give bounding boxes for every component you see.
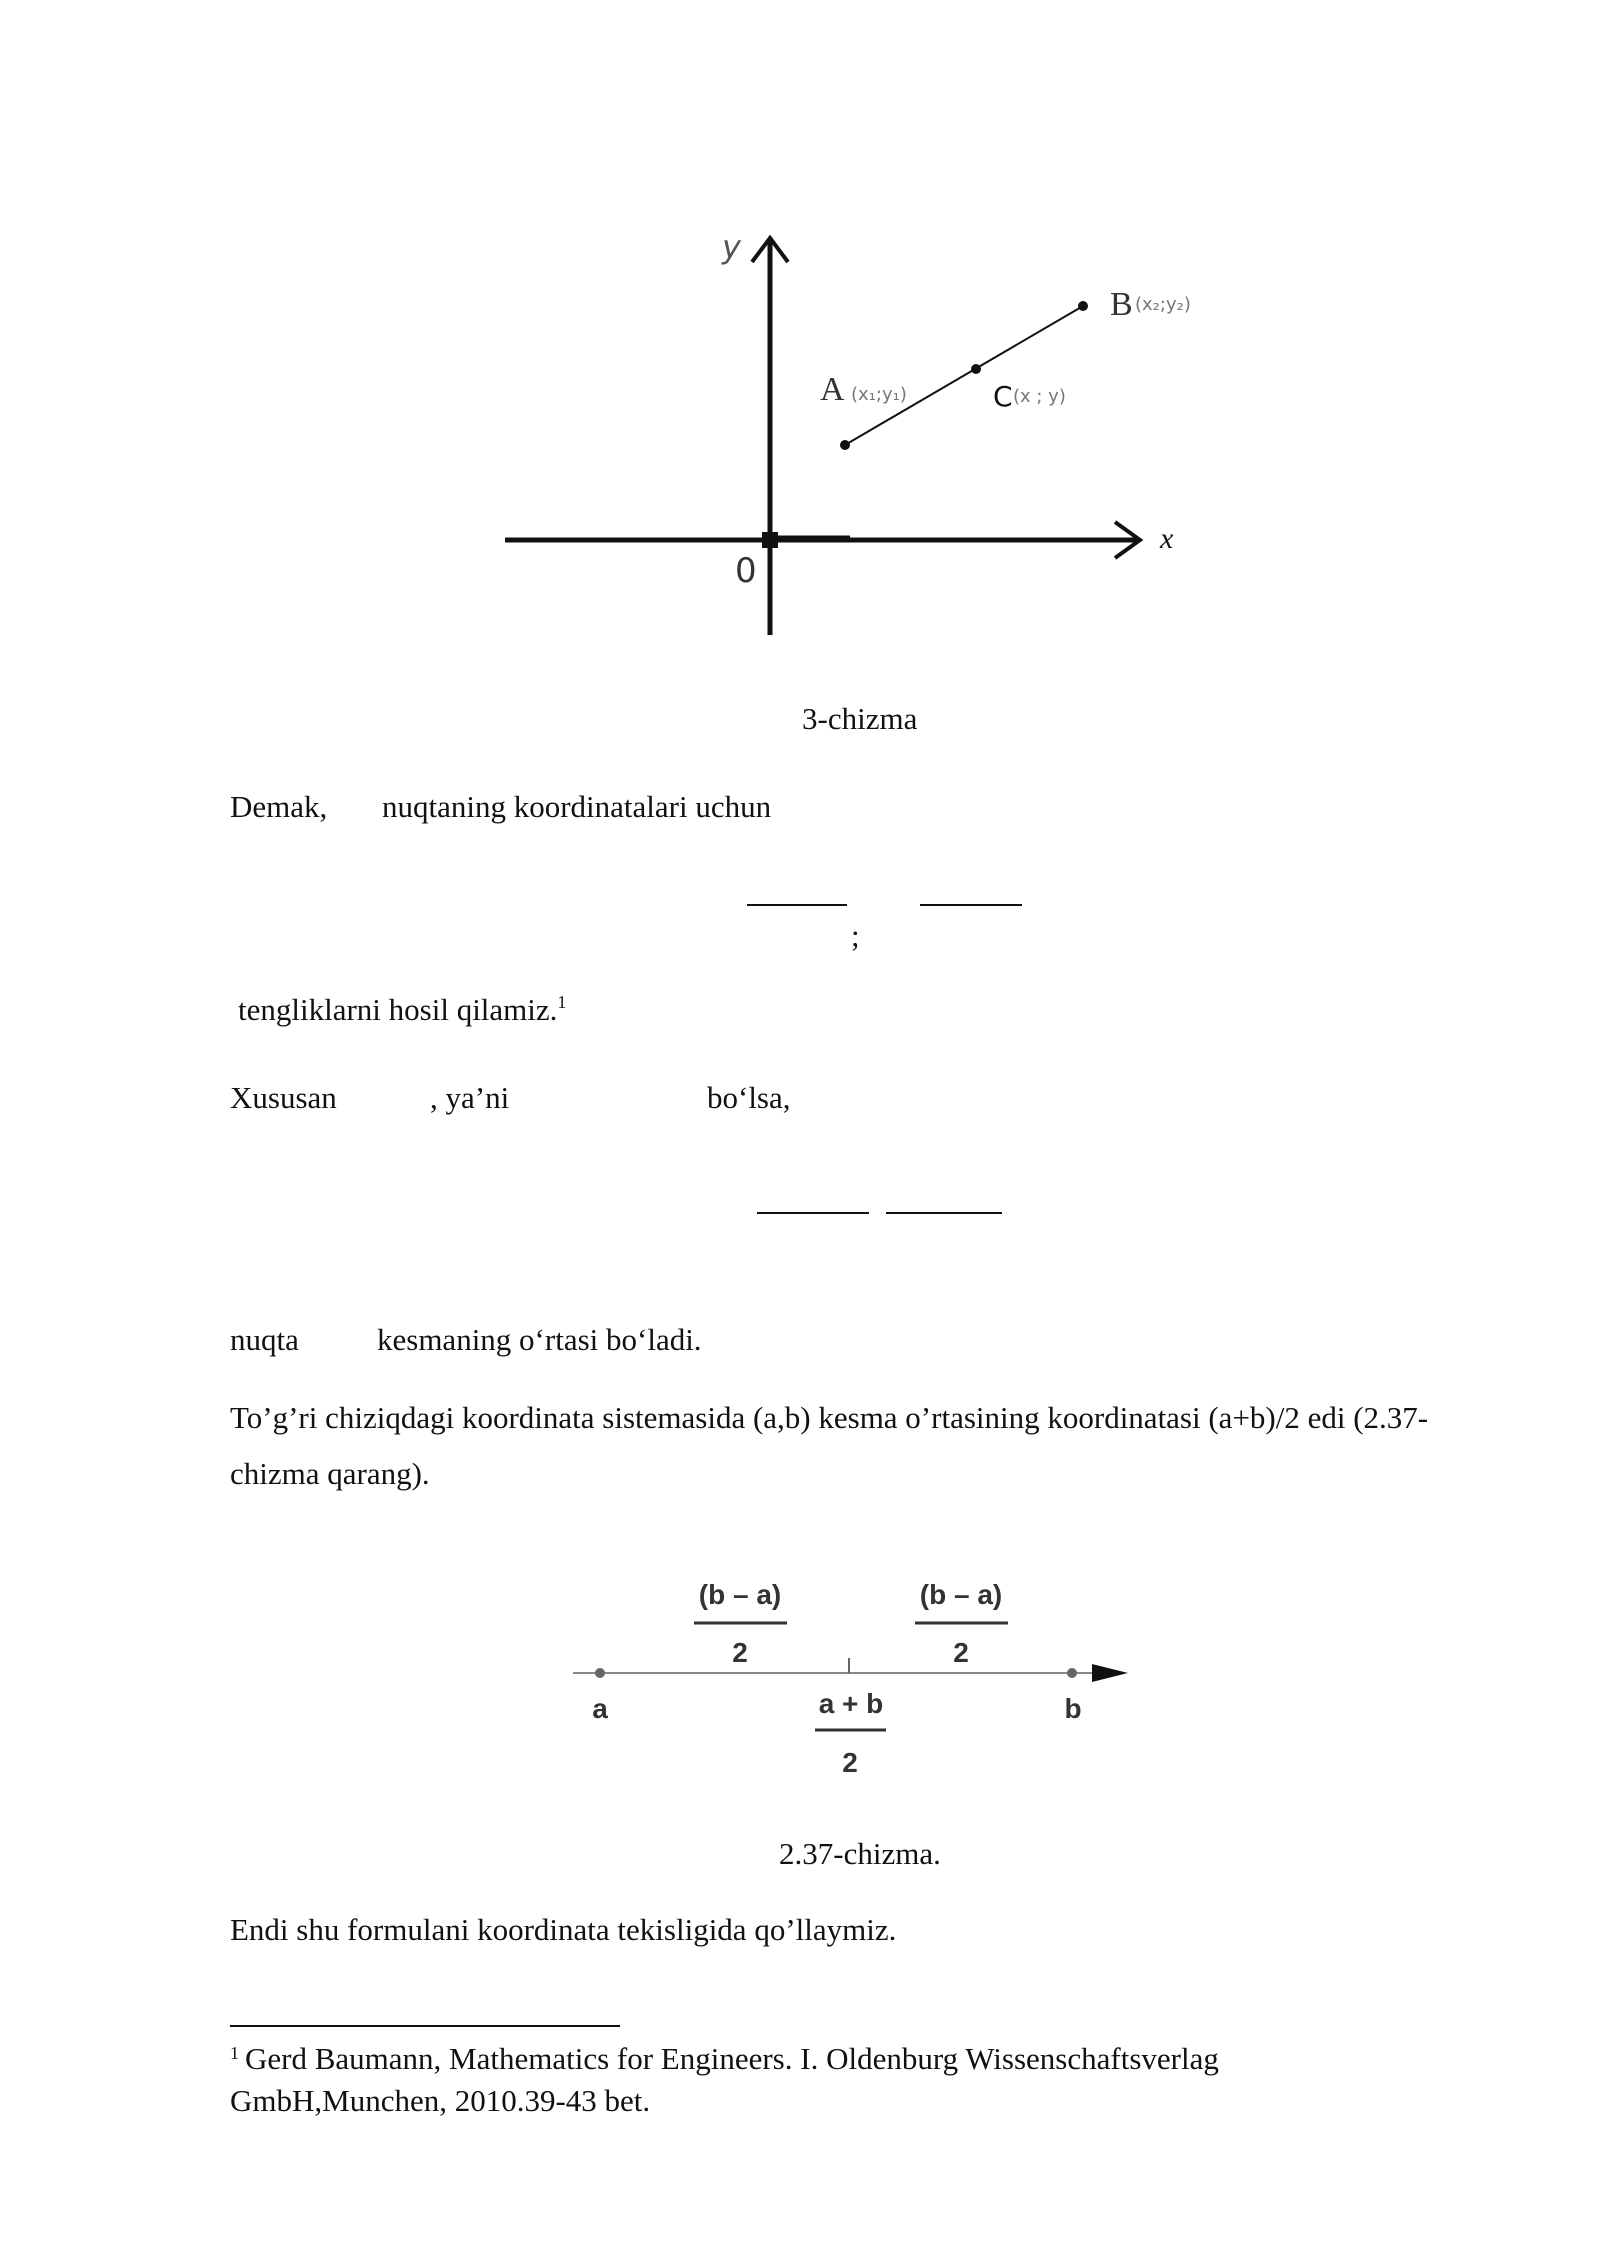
left-denominator: 2: [732, 1637, 748, 1668]
footnote-line-1: [230, 2043, 1219, 2074]
point-c-coords: (x ; y): [1013, 386, 1066, 407]
point-a-label: A: [820, 371, 845, 408]
footnote-text-1: Gerd Baumann, Mathematics for Engineers. I. Oldenburg Wissenschaftsverlag: [245, 2041, 1219, 2076]
number-line-arrow: [1092, 1664, 1128, 1682]
footnote-reference: 1: [557, 992, 567, 1012]
right-denominator: 2: [953, 1637, 969, 1668]
text-xususan: Xususan: [230, 1080, 337, 1115]
y-axis-label: y: [722, 228, 741, 266]
formula-semicolon: ;: [851, 918, 860, 953]
mid-denominator: 2: [842, 1747, 858, 1778]
figure2-caption: 2.37-chizma.: [779, 1836, 941, 1871]
label-a: a: [592, 1693, 608, 1724]
point-b-coords: (x₂;y₂): [1135, 294, 1191, 315]
text-kesma: kesmaning o‘rtasi bo‘ladi.: [377, 1322, 702, 1357]
origin-label: 0: [735, 551, 757, 591]
point-a-marker: [595, 1668, 605, 1678]
point-b-label: B: [1110, 286, 1133, 323]
footnote-mark: 1: [230, 2043, 239, 2063]
text-nuqta: nuqta: [230, 1322, 299, 1357]
mid-numerator: a + b: [818, 1688, 884, 1719]
point-a-coords: (x₁;y₁): [851, 384, 907, 405]
label-b: b: [1064, 1693, 1082, 1724]
text-bolsa: bo‘lsa,: [707, 1080, 791, 1115]
footnote-separator: [230, 2025, 620, 2027]
tengliklar-text: tengliklarni hosil qilamiz.: [238, 992, 558, 1027]
paragraph-line-1: To’g’ri chiziqdagi koordinata sistemasida (a,b) kesma o’rtasining koordinatasi (a+b)/2 edi (2.37-: [230, 1400, 1429, 1435]
left-numerator: (b – a): [698, 1579, 782, 1610]
footnote-line-2: GmbH,Munchen, 2010.39-43 bet.: [230, 2083, 651, 2118]
point-c-label: C: [993, 380, 1013, 413]
text-demak-rest: nuqtaning koordinatalari uchun: [382, 789, 772, 824]
paragraph-line-2: chizma qarang).: [230, 1456, 430, 1491]
figure1-caption: 3-chizma: [802, 701, 918, 736]
text-endi: Endi shu formulani koordinata tekisligida qo’llaymiz.: [230, 1912, 897, 1947]
x-axis-label: x: [1160, 522, 1174, 555]
point-b-marker: [1067, 1668, 1077, 1678]
text-demak: Demak,: [230, 789, 328, 824]
right-numerator: (b – a): [919, 1579, 1003, 1610]
text-yani: , ya’ni: [430, 1080, 510, 1115]
